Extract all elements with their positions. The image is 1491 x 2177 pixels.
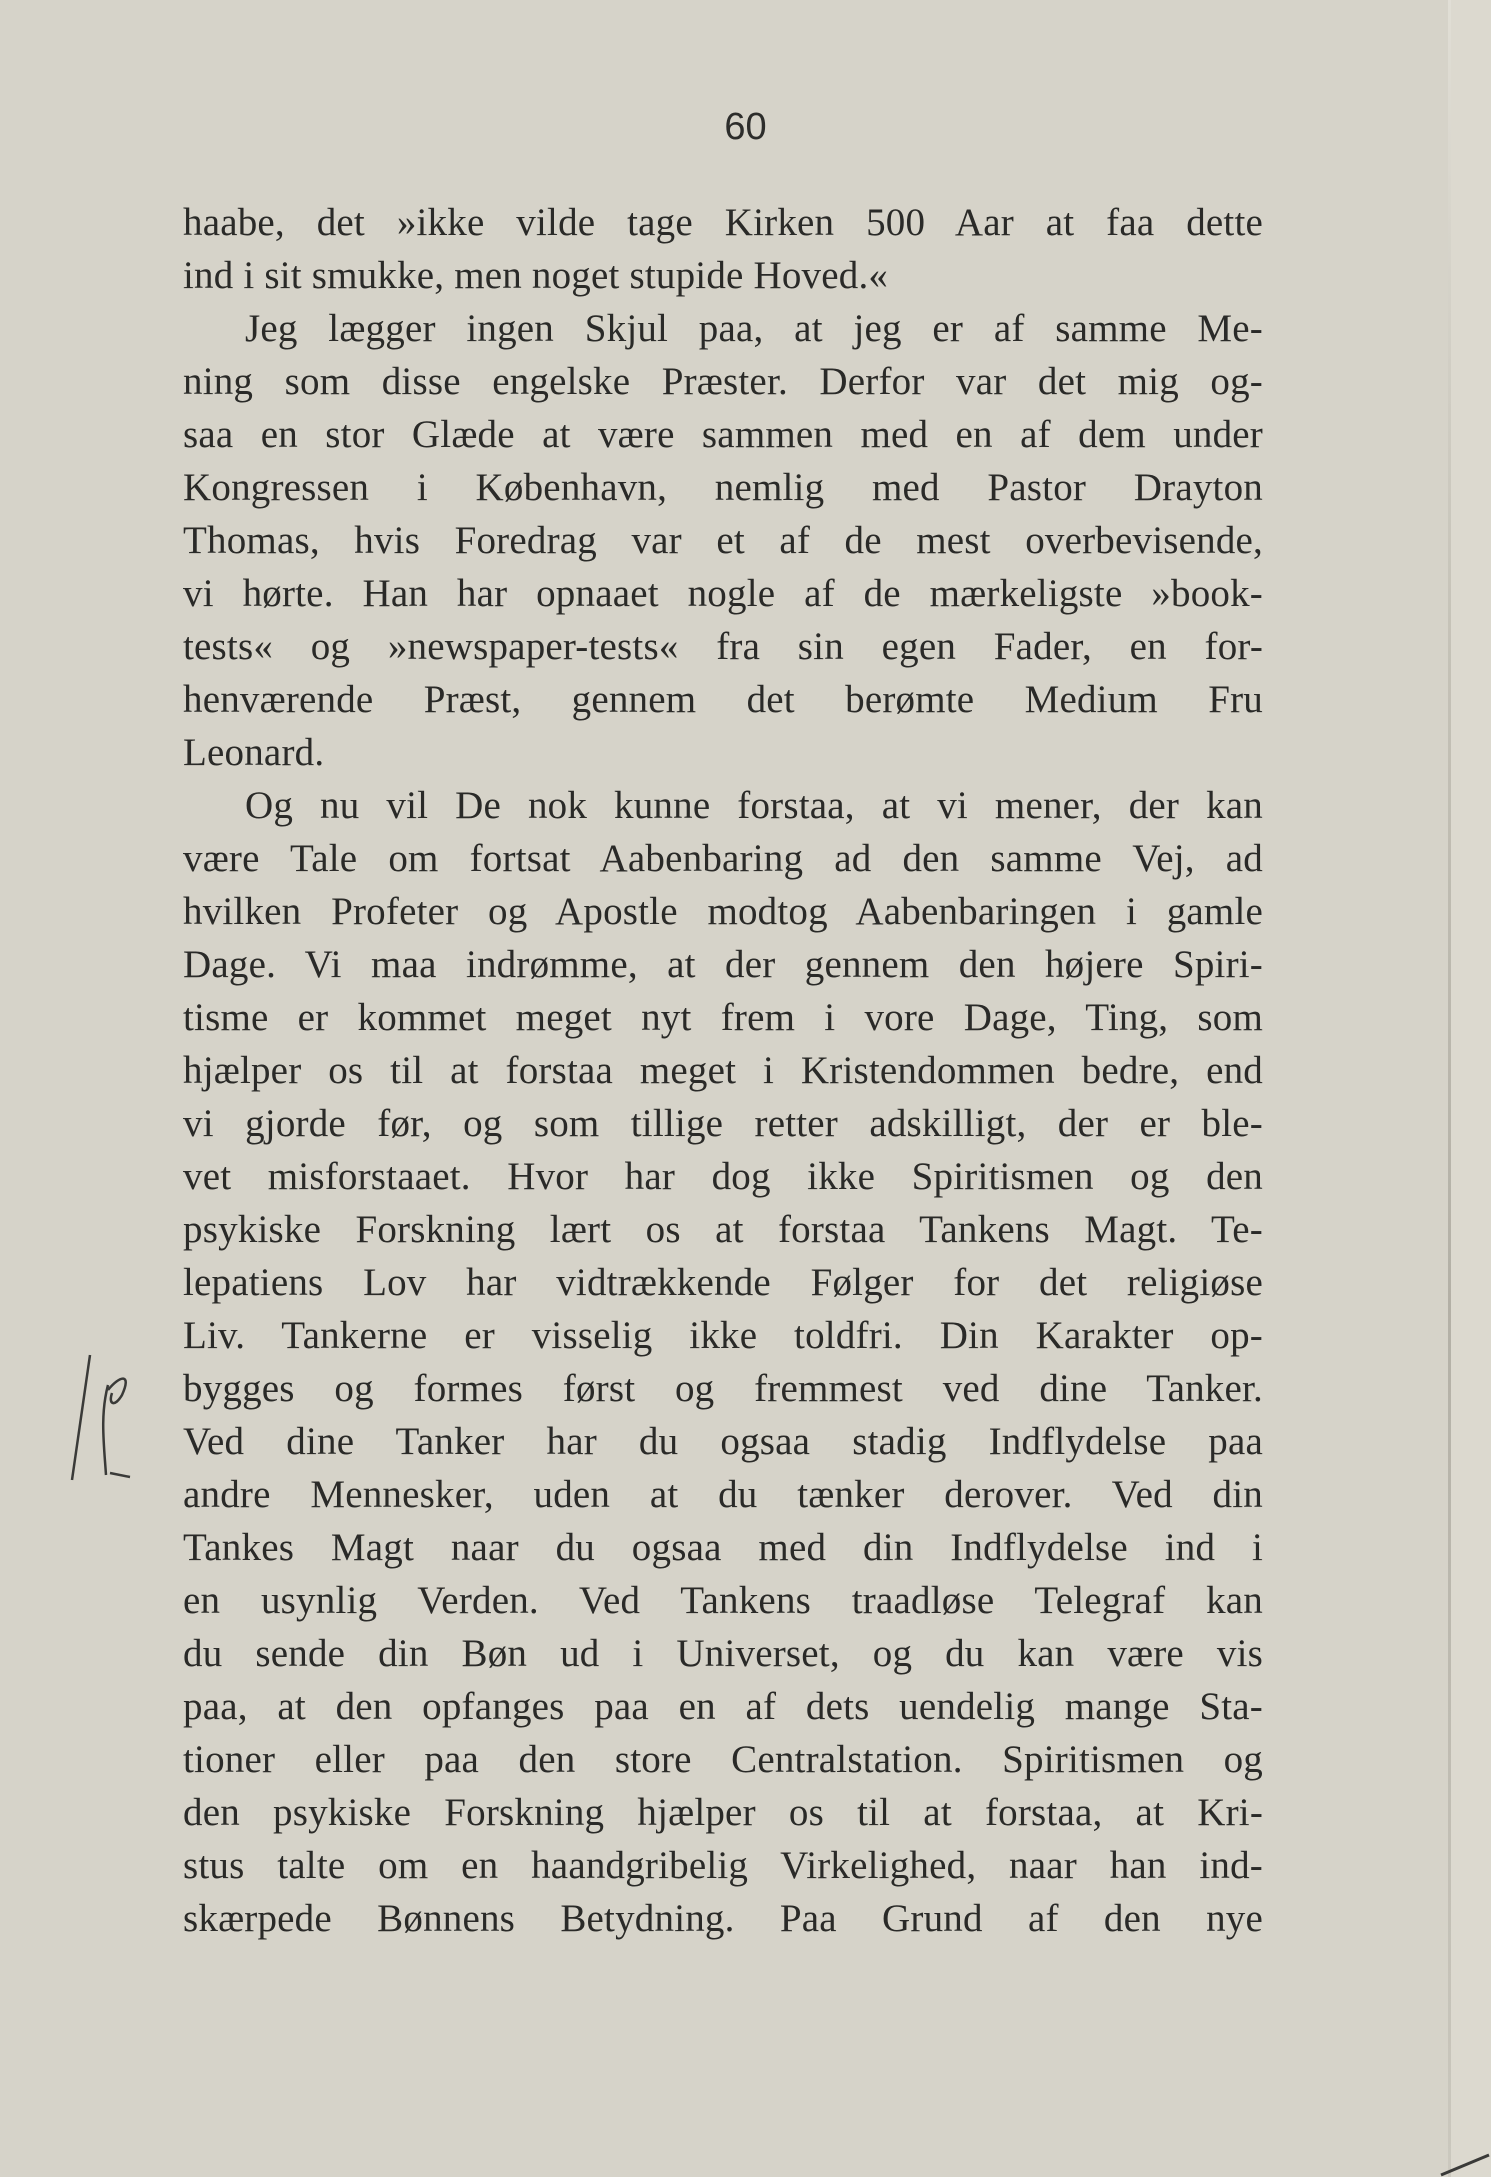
page-edge-line (1448, 0, 1451, 2177)
text-line: Jeg lægger ingen Skjul paa, at jeg er af samme Me- (245, 307, 1263, 350)
text-line: stus talte om en haandgribelig Virkelighed, naar han ind- (183, 1844, 1263, 1887)
text-line: være Tale om fortsat Aabenbaring ad den samme Vej, ad (183, 837, 1263, 880)
corner-mark (1431, 2117, 1491, 2177)
text-line: Tankes Magt naar du ogsaa med din Indflydelse ind i (183, 1526, 1263, 1569)
text-line: du sende din Bøn ud i Universet, og du kan være vis (183, 1632, 1263, 1675)
text-line: en usynlig Verden. Ved Tankens traadløse Telegraf kan (183, 1579, 1263, 1622)
text-line: hjælper os til at forstaa meget i Kristendommen bedre, end (183, 1049, 1263, 1092)
text-line: saa en stor Glæde at være sammen med en af dem under (183, 413, 1263, 456)
text-line: Kongressen i København, nemlig med Pastor Drayton (183, 466, 1263, 509)
text-line: Dage. Vi maa indrømme, at der gennem den højere Spiri- (183, 943, 1263, 986)
text-line: henværende Præst, gennem det berømte Medium Fru (183, 678, 1263, 721)
text-line: tioner eller paa den store Centralstation. Spiritismen og (183, 1738, 1263, 1781)
handwritten-margin-mark (60, 1345, 170, 1485)
body-text (183, 196, 1263, 1945)
page-number: 60 (724, 106, 767, 148)
text-line: Liv. Tankerne er visselig ikke toldfri. Din Karakter op- (183, 1314, 1263, 1357)
text-line: vet misforstaaet. Hvor har dog ikke Spiritismen og den (183, 1155, 1263, 1198)
page-edge-shadow (1451, 0, 1491, 2177)
text-line: andre Mennesker, uden at du tænker derover. Ved din (183, 1473, 1263, 1516)
text-line: ning som disse engelske Præster. Derfor var det mig og- (183, 360, 1263, 403)
text-line: Leonard. (183, 731, 325, 774)
text-line: hvilken Profeter og Apostle modtog Aabenbaringen i gamle (183, 890, 1263, 933)
text-line: haabe, det »ikke vilde tage Kirken 500 Aar at faa dette (183, 201, 1263, 244)
text-line: Thomas, hvis Foredrag var et af de mest overbevisende, (183, 519, 1263, 562)
text-line: tisme er kommet meget nyt frem i vore Dage, Ting, som (183, 996, 1263, 1039)
text-line: Og nu vil De nok kunne forstaa, at vi mener, der kan (245, 784, 1263, 827)
text-line: psykiske Forskning lært os at forstaa Tankens Magt. Te- (183, 1208, 1263, 1251)
text-line: vi hørte. Han har opnaaet nogle af de mærkeligste »book- (183, 572, 1263, 615)
text-line: lepatiens Lov har vidtrækkende Følger for det religiøse (183, 1261, 1263, 1304)
text-line: den psykiske Forskning hjælper os til at forstaa, at Kri- (183, 1791, 1263, 1834)
text-line: paa, at den opfanges paa en af dets uendelig mange Sta- (183, 1685, 1263, 1728)
text-line: tests« og »newspaper-tests« fra sin egen Fader, en for- (183, 625, 1263, 668)
text-line: skærpede Bønnens Betydning. Paa Grund af den nye (183, 1897, 1263, 1940)
text-line: vi gjorde før, og som tillige retter adskilligt, der er ble- (183, 1102, 1263, 1145)
text-line: bygges og formes først og fremmest ved dine Tanker. (183, 1367, 1263, 1410)
text-line: Ved dine Tanker har du ogsaa stadig Indflydelse paa (183, 1420, 1263, 1463)
text-line: ind i sit smukke, men noget stupide Hoved.« (183, 254, 889, 297)
